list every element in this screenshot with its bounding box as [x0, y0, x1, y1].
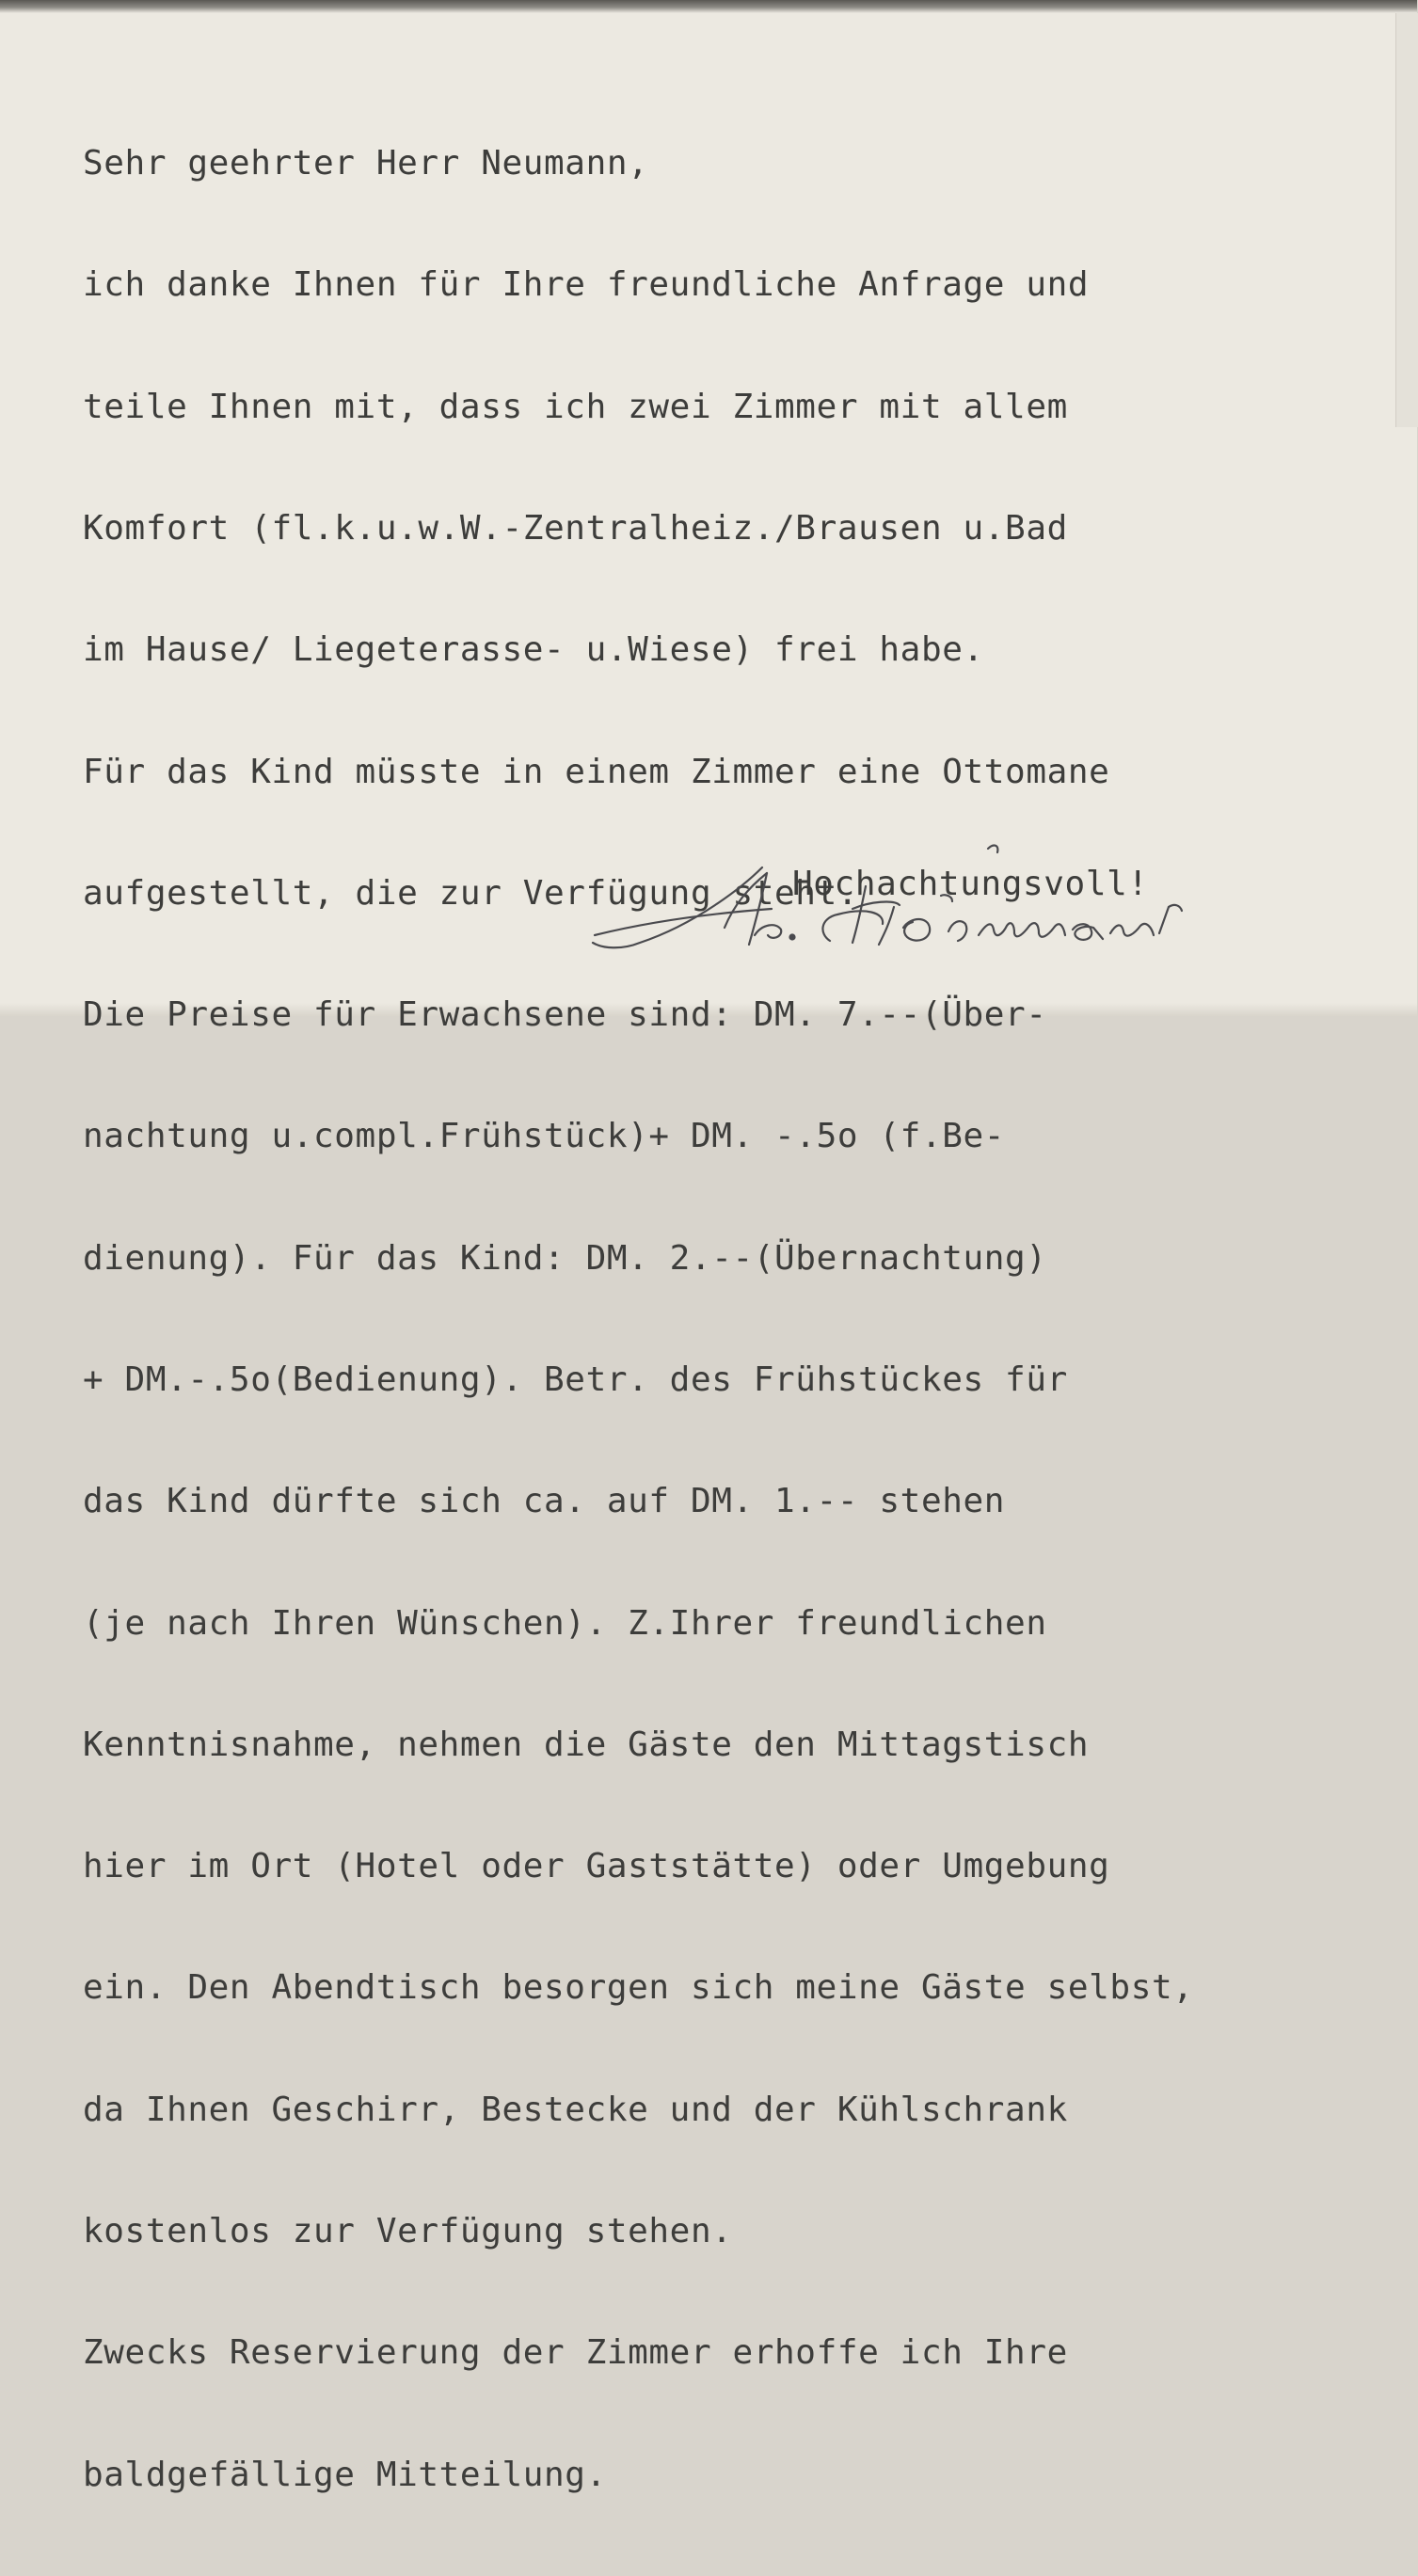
handwritten-signature-icon [583, 830, 1308, 990]
letter-line: + DM.-.5o(Bedienung). Betr. des Frühstückes für [83, 1360, 1068, 1399]
letter-line: nachtung u.compl.Frühstück)+ DM. -.5o (f.Be- [83, 1117, 1006, 1156]
letter-line: teile Ihnen mit, dass ich zwei Zimmer mit allem [83, 387, 1068, 426]
letter-line: kostenlos zur Verfügung stehen. [83, 2211, 733, 2250]
letter-salutation: Sehr geehrter Herr Neumann, [83, 144, 649, 183]
letter-body [83, 62, 1391, 2576]
letter-line: das Kind dürfte sich ca. auf DM. 1.-- stehen [83, 1482, 1006, 1521]
letter-line: Zwecks Reservierung der Zimmer erhoffe ich Ihre [83, 2333, 1068, 2373]
letter-line: (je nach Ihren Wünschen). Z.Ihrer freundlichen [83, 1603, 1047, 1643]
letter-line: ein. Den Abendtisch besorgen sich meine Gäste selbst, [83, 1968, 1194, 2008]
letter-line: da Ihnen Geschirr, Bestecke und der Kühlschrank [83, 2090, 1068, 2129]
letter-line: hier im Ort (Hotel oder Gaststätte) oder Umgebung [83, 1847, 1110, 1886]
letter-line: aufgestellt, die zur Verfügung steht. [83, 873, 859, 913]
letter-line: dienung). Für das Kind: DM. 2.--(Übernachtung) [83, 1238, 1047, 1278]
card-right-strip [1395, 13, 1418, 427]
card-top-edge [0, 0, 1417, 13]
letter-line: ich danke Ihnen für Ihre freundliche Anfrage und [83, 265, 1090, 305]
letter-line: baldgefällige Mitteilung. [83, 2455, 607, 2494]
letter-closing: Hochachtungsvoll! [792, 865, 1149, 903]
letter-line: im Hause/ Liegeterasse- u.Wiese) frei habe. [83, 630, 984, 670]
letter-line: Komfort (fl.k.u.w.W.-Zentralheiz./Brausen u.Bad [83, 509, 1068, 549]
letter-line: Kenntnisnahme, nehmen die Gäste den Mittagstisch [83, 1725, 1090, 1764]
letter-line: Für das Kind müsste in einem Zimmer eine Ottomane [83, 752, 1110, 791]
letter-line: Die Preise für Erwachsene sind: DM. 7.--(Über- [83, 995, 1047, 1035]
